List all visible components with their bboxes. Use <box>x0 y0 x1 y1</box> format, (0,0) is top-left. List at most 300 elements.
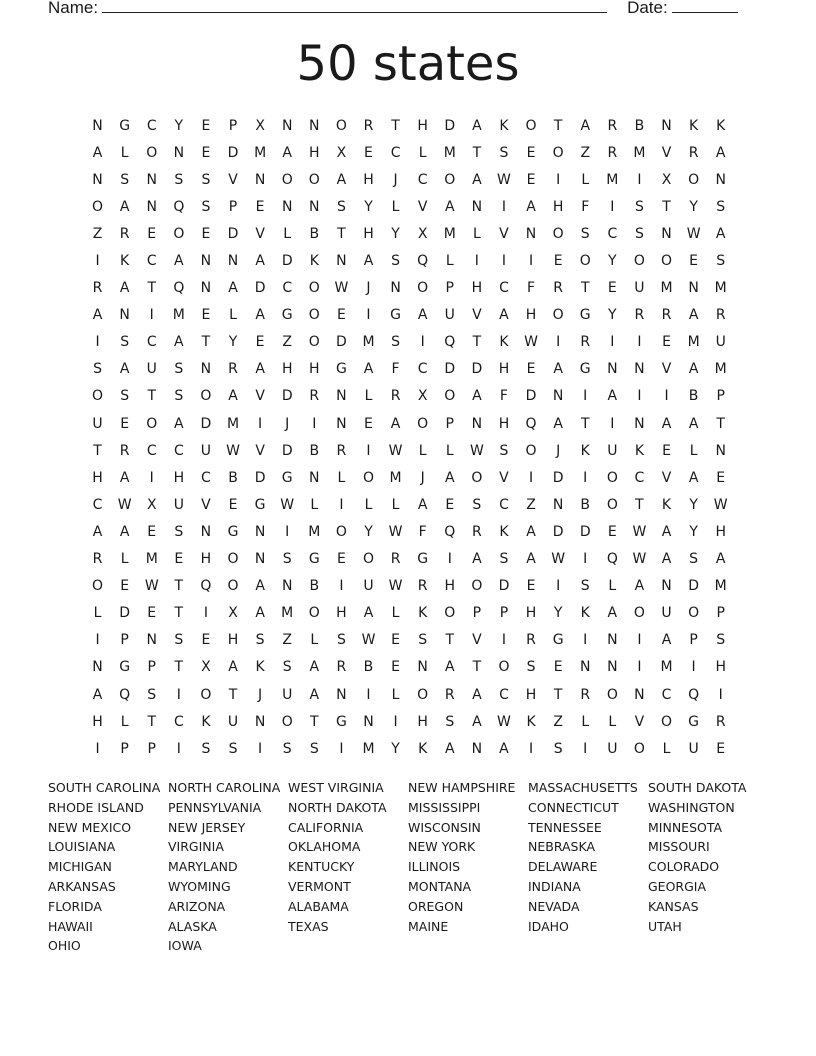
grid-letter: A <box>553 361 563 378</box>
grid-letter: A <box>119 469 130 486</box>
grid-letter: A <box>607 388 618 405</box>
grid-letter: I <box>447 551 452 568</box>
grid-letter: W <box>632 523 647 540</box>
grid-letter: J <box>366 280 371 297</box>
grid-letter: P <box>499 605 509 622</box>
word-list-item: OREGON <box>408 898 464 914</box>
grid-letter: H <box>309 361 320 378</box>
grid-letter: B <box>309 442 320 459</box>
grid-letter: A <box>119 361 130 378</box>
grid-letter: O <box>552 307 564 324</box>
grid-letter: O <box>552 144 564 161</box>
grid-letter: I <box>366 442 371 459</box>
grid-letter: E <box>120 578 130 595</box>
grid-letter: N <box>254 551 266 568</box>
grid-letter: O <box>417 686 429 703</box>
grid-letter: D <box>688 578 699 595</box>
grid-letter: V <box>255 388 265 405</box>
grid-letter: O <box>335 523 347 540</box>
grid-letter: K <box>499 334 509 351</box>
grid-letter: O <box>146 144 158 161</box>
word-list-item: MASSACHUSETTS <box>528 780 638 795</box>
grid-letter: S <box>336 198 346 215</box>
grid-letter: T <box>174 578 184 595</box>
date-blank-line[interactable] <box>672 0 738 13</box>
grid-letter: M <box>254 144 267 161</box>
grid-letter: N <box>200 523 212 540</box>
grid-letter: J <box>420 469 425 486</box>
grid-letter: D <box>525 388 537 405</box>
grid-letter: O <box>471 469 483 486</box>
grid-letter: G <box>579 307 591 324</box>
grid-letter: U <box>146 361 157 378</box>
grid-letter: K <box>499 117 509 134</box>
grid-letter: L <box>608 713 617 730</box>
grid-letter: T <box>662 198 671 215</box>
grid-letter: C <box>661 686 672 703</box>
grid-letter: X <box>661 171 672 188</box>
grid-letter: M <box>633 144 646 161</box>
grid-letter: U <box>363 578 374 595</box>
grid-letter: I <box>95 632 100 649</box>
grid-letter: A <box>282 144 292 161</box>
grid-letter: E <box>364 144 373 161</box>
grid-letter: G <box>579 361 591 378</box>
grid-letter: T <box>635 496 644 513</box>
name-label: Name: <box>48 0 99 17</box>
grid-letter: I <box>583 388 588 405</box>
grid-letter: S <box>716 253 726 270</box>
grid-letter: H <box>363 225 374 242</box>
word-list-item: NORTH CAROLINA <box>168 780 281 795</box>
grid-letter: A <box>580 117 591 134</box>
grid-letter: A <box>228 659 238 676</box>
grid-letter: A <box>472 713 482 730</box>
grid-letter: A <box>174 334 184 351</box>
grid-letter: R <box>715 307 726 324</box>
grid-letter: A <box>363 605 374 622</box>
grid-letter: A <box>228 280 238 297</box>
grid-letter: N <box>525 225 537 242</box>
word-list-item: NEW HAMPSHIRE <box>408 780 516 795</box>
grid-letter: L <box>120 144 129 161</box>
grid-letter: N <box>254 171 266 188</box>
grid-letter: E <box>445 496 455 513</box>
word-list-item: ALABAMA <box>288 898 349 914</box>
grid-letter: A <box>661 523 672 540</box>
word-list-item: NEW JERSEY <box>168 819 246 835</box>
grid-letter: C <box>499 496 509 513</box>
word-list-item: MISSOURI <box>648 839 710 855</box>
grid-letter: W <box>388 523 403 540</box>
grid-letter: Y <box>391 225 400 242</box>
grid-letter: K <box>418 740 428 757</box>
grid-letter: U <box>282 686 293 703</box>
grid-letter: D <box>227 144 239 161</box>
grid-letter: M <box>226 415 240 432</box>
grid-letter: A <box>661 632 672 649</box>
grid-letter: E <box>201 307 211 324</box>
grid-letter: R <box>688 144 699 161</box>
grid-letter: I <box>258 415 263 432</box>
grid-letter: F <box>581 198 590 215</box>
grid-letter: G <box>335 361 347 378</box>
grid-letter: O <box>633 740 645 757</box>
grid-letter: N <box>607 361 618 378</box>
grid-letter: O <box>444 171 456 188</box>
word-list-item: MAINE <box>408 918 449 934</box>
grid-letter: W <box>334 280 349 297</box>
grid-letter: E <box>201 144 211 161</box>
grid-letter: F <box>391 361 400 378</box>
grid-letter: N <box>471 740 483 757</box>
grid-letter: A <box>553 415 563 432</box>
grid-letter: I <box>610 198 615 215</box>
grid-letter: I <box>474 253 479 270</box>
page-title: 50 states <box>296 36 520 92</box>
grid-letter: N <box>607 632 618 649</box>
grid-letter: Q <box>444 523 456 540</box>
grid-letter: S <box>120 388 130 405</box>
word-list-item: COLORADO <box>648 859 720 875</box>
grid-letter: W <box>361 632 376 649</box>
grid-letter: R <box>526 632 536 649</box>
grid-letter: E <box>255 198 265 215</box>
grid-letter: N <box>173 144 185 161</box>
grid-letter: Q <box>444 334 456 351</box>
word-list-item: MARYLAND <box>168 859 238 875</box>
grid-letter: Y <box>689 496 698 513</box>
grid-letter: X <box>417 388 428 405</box>
grid-letter: I <box>95 740 100 757</box>
grid-letter: I <box>583 740 588 757</box>
grid-letter: A <box>499 740 509 757</box>
grid-letter: N <box>336 253 347 270</box>
grid-letter: S <box>580 225 590 242</box>
word-list-item: SOUTH CAROLINA <box>48 780 161 795</box>
grid-letter: I <box>583 469 588 486</box>
grid-letter: E <box>201 117 211 134</box>
grid-letter: I <box>637 388 642 405</box>
grid-letter: L <box>608 578 617 595</box>
grid-letter: O <box>471 578 483 595</box>
grid-letter: S <box>553 740 563 757</box>
grid-letter: A <box>255 605 265 622</box>
grid-letter: X <box>228 605 238 622</box>
grid-letter: R <box>390 388 401 405</box>
grid-letter: O <box>688 171 700 188</box>
grid-letter: H <box>417 117 428 134</box>
grid-letter: C <box>173 713 184 730</box>
grid-letter: H <box>715 659 726 676</box>
grid-letter: W <box>632 551 647 568</box>
grid-letter: I <box>528 469 534 486</box>
grid-letter: H <box>552 198 564 215</box>
grid-letter: T <box>147 388 157 405</box>
word-list-item: SOUTH DAKOTA <box>648 780 747 795</box>
grid-letter: E <box>174 551 184 568</box>
grid-letter: E <box>201 632 211 649</box>
grid-letter: L <box>310 632 319 649</box>
grid-letter: O <box>633 605 645 622</box>
grid-letter: I <box>366 307 371 324</box>
grid-letter: O <box>498 659 510 676</box>
grid-letter: I <box>718 686 723 703</box>
word-list-item: CALIFORNIA <box>288 819 364 835</box>
grid-letter: G <box>227 523 239 540</box>
grid-letter: S <box>282 551 292 568</box>
grid-letter: A <box>526 523 536 540</box>
grid-letter: C <box>417 171 428 188</box>
grid-letter: M <box>443 225 456 242</box>
grid-letter: N <box>281 198 293 215</box>
grid-letter: I <box>312 415 317 432</box>
grid-letter: O <box>417 415 429 432</box>
grid-letter: G <box>281 469 293 486</box>
grid-letter: S <box>526 659 536 676</box>
grid-letter: S <box>174 361 184 378</box>
grid-letter: P <box>228 198 238 215</box>
grid-letter: A <box>255 307 265 324</box>
grid-letter: N <box>146 198 157 215</box>
word-list-item: RHODE ISLAND <box>48 799 144 815</box>
grid-letter: S <box>499 442 509 459</box>
grid-letter: A <box>174 253 184 270</box>
grid-letter: D <box>254 469 266 486</box>
grid-letter: S <box>174 171 184 188</box>
grid-letter: Y <box>689 198 698 215</box>
grid-letter: I <box>637 632 642 649</box>
grid-letter: E <box>526 578 536 595</box>
grid-letter: H <box>715 523 726 540</box>
grid-letter: E <box>716 740 726 757</box>
grid-letter: A <box>417 307 428 324</box>
grid-letter: O <box>525 442 537 459</box>
grid-letter: R <box>119 225 130 242</box>
grid-letter: S <box>93 361 102 378</box>
word-list-item: MONTANA <box>408 878 472 894</box>
grid-letter: J <box>258 686 263 703</box>
grid-letter: I <box>176 686 181 703</box>
grid-letter: C <box>146 253 157 270</box>
grid-letter: O <box>606 686 618 703</box>
grid-letter: A <box>92 144 103 161</box>
grid-letter: O <box>308 605 320 622</box>
grid-letter: S <box>391 334 401 351</box>
grid-letter: A <box>417 496 428 513</box>
grid-letter: O <box>92 388 104 405</box>
grid-letter: Y <box>364 198 373 215</box>
grid-letter: T <box>472 144 482 161</box>
grid-letter: M <box>308 523 321 540</box>
grid-letter: L <box>662 740 671 757</box>
grid-letter: X <box>255 117 265 134</box>
word-list-item: OHIO <box>48 938 81 954</box>
grid-letter: N <box>363 713 374 730</box>
grid-letter: P <box>120 740 129 757</box>
grid-letter: T <box>472 659 482 676</box>
grid-letter: E <box>336 551 346 568</box>
grid-letter: R <box>417 578 428 595</box>
grid-letter: N <box>634 686 645 703</box>
word-list-item: NEVADA <box>528 898 580 914</box>
grid-letter: I <box>610 415 615 432</box>
word-search-grid <box>84 112 734 762</box>
grid-letter: I <box>149 307 154 324</box>
grid-letter: X <box>146 496 157 513</box>
grid-letter: N <box>634 361 645 378</box>
grid-letter: A <box>390 415 401 432</box>
grid-letter: S <box>201 171 211 188</box>
grid-letter: I <box>556 334 561 351</box>
grid-letter: L <box>418 144 427 161</box>
grid-letter: N <box>119 307 130 324</box>
grid-letter: H <box>92 713 103 730</box>
grid-letter: V <box>661 361 672 378</box>
grid-letter: L <box>472 225 481 242</box>
grid-letter: I <box>339 578 344 595</box>
word-list-item: NEW MEXICO <box>48 819 132 835</box>
grid-letter: I <box>637 334 642 351</box>
grid-letter: A <box>174 415 184 432</box>
grid-letter: O <box>661 253 673 270</box>
grid-letter: U <box>607 442 618 459</box>
grid-letter: M <box>172 307 185 324</box>
grid-letter: M <box>362 740 375 757</box>
grid-letter: S <box>282 740 292 757</box>
grid-letter: I <box>501 253 507 270</box>
grid-letter: W <box>524 334 538 351</box>
grid-letter: I <box>420 334 425 351</box>
grid-letter: D <box>281 442 293 459</box>
grid-letter: L <box>391 198 400 215</box>
grid-letter: Z <box>580 144 591 161</box>
grid-letter: I <box>258 740 263 757</box>
grid-letter: V <box>228 171 238 188</box>
grid-letter: N <box>552 388 564 405</box>
grid-letter: A <box>255 253 265 270</box>
word-list-item: ILLINOIS <box>408 859 461 875</box>
grid-letter: D <box>281 253 293 270</box>
grid-letter: S <box>634 225 644 242</box>
grid-letter: P <box>147 659 156 676</box>
grid-letter: E <box>526 171 536 188</box>
grid-letter: T <box>472 334 482 351</box>
grid-letter: D <box>227 225 239 242</box>
grid-letter: E <box>526 144 536 161</box>
grid-letter: L <box>689 442 698 459</box>
grid-letter: D <box>444 361 456 378</box>
grid-letter: U <box>715 334 726 351</box>
name-blank-line[interactable] <box>102 0 607 13</box>
grid-letter: T <box>228 686 238 703</box>
grid-letter: D <box>498 578 510 595</box>
grid-letter: O <box>308 280 320 297</box>
grid-letter: M <box>443 144 456 161</box>
grid-letter: C <box>201 469 211 486</box>
grid-letter: N <box>579 659 591 676</box>
grid-letter: Q <box>200 578 212 595</box>
grid-letter: M <box>714 578 727 595</box>
grid-letter: E <box>255 334 265 351</box>
grid-letter: L <box>391 686 400 703</box>
grid-letter: H <box>200 551 212 568</box>
grid-letter: Y <box>608 253 617 270</box>
word-list-item: LOUISIANA <box>48 839 116 855</box>
grid-letter: L <box>229 307 237 324</box>
grid-letter: I <box>691 659 696 676</box>
grid-letter: O <box>525 117 537 134</box>
grid-letter: G <box>688 713 700 730</box>
grid-letter: A <box>444 659 455 676</box>
grid-letter: K <box>580 605 590 622</box>
grid-letter: A <box>688 307 699 324</box>
grid-letter: A <box>444 740 455 757</box>
word-list <box>48 778 768 956</box>
word-list-item: NEW YORK <box>408 839 476 855</box>
grid-letter: D <box>119 605 131 622</box>
grid-letter: I <box>583 551 588 568</box>
grid-letter: H <box>227 632 239 649</box>
grid-letter: H <box>471 280 483 297</box>
grid-letter: L <box>391 605 400 622</box>
grid-letter: K <box>201 713 211 730</box>
grid-letter: K <box>634 442 645 459</box>
grid-letter: G <box>281 307 293 324</box>
grid-letter: I <box>95 334 100 351</box>
grid-letter: Y <box>608 307 617 324</box>
grid-letter: N <box>200 280 212 297</box>
grid-letter: R <box>92 551 103 568</box>
grid-letter: E <box>364 415 373 432</box>
grid-letter: O <box>92 578 104 595</box>
grid-letter: T <box>174 659 184 676</box>
grid-letter: V <box>417 198 428 215</box>
grid-letter: L <box>337 469 346 486</box>
grid-letter: L <box>581 713 590 730</box>
grid-letter: S <box>174 523 184 540</box>
grid-letter: N <box>336 388 347 405</box>
grid-letter: P <box>716 605 725 622</box>
grid-letter: S <box>309 740 319 757</box>
grid-letter: N <box>200 361 212 378</box>
grid-letter: N <box>309 469 320 486</box>
grid-letter: Q <box>525 415 537 432</box>
grid-letter: U <box>173 496 184 513</box>
grid-letter: S <box>228 740 238 757</box>
grid-letter: U <box>688 740 699 757</box>
grid-letter: E <box>391 659 400 676</box>
grid-letter: C <box>92 496 103 513</box>
grid-letter: E <box>607 280 617 297</box>
word-list-item: NEBRASKA <box>528 839 596 855</box>
grid-letter: O <box>688 605 700 622</box>
grid-letter: N <box>661 225 672 242</box>
grid-letter: A <box>444 198 455 215</box>
grid-letter: T <box>716 415 725 432</box>
grid-letter: O <box>281 713 293 730</box>
grid-letter: U <box>444 307 455 324</box>
grid-letter: R <box>363 117 374 134</box>
grid-letter: A <box>309 686 320 703</box>
grid-letter: I <box>637 171 642 188</box>
word-list-item: IOWA <box>168 938 202 954</box>
grid-letter: E <box>716 469 726 486</box>
grid-letter: Y <box>689 523 698 540</box>
grid-letter: C <box>417 361 428 378</box>
word-list-item: PENNSYLVANIA <box>168 799 262 815</box>
grid-letter: I <box>556 578 561 595</box>
